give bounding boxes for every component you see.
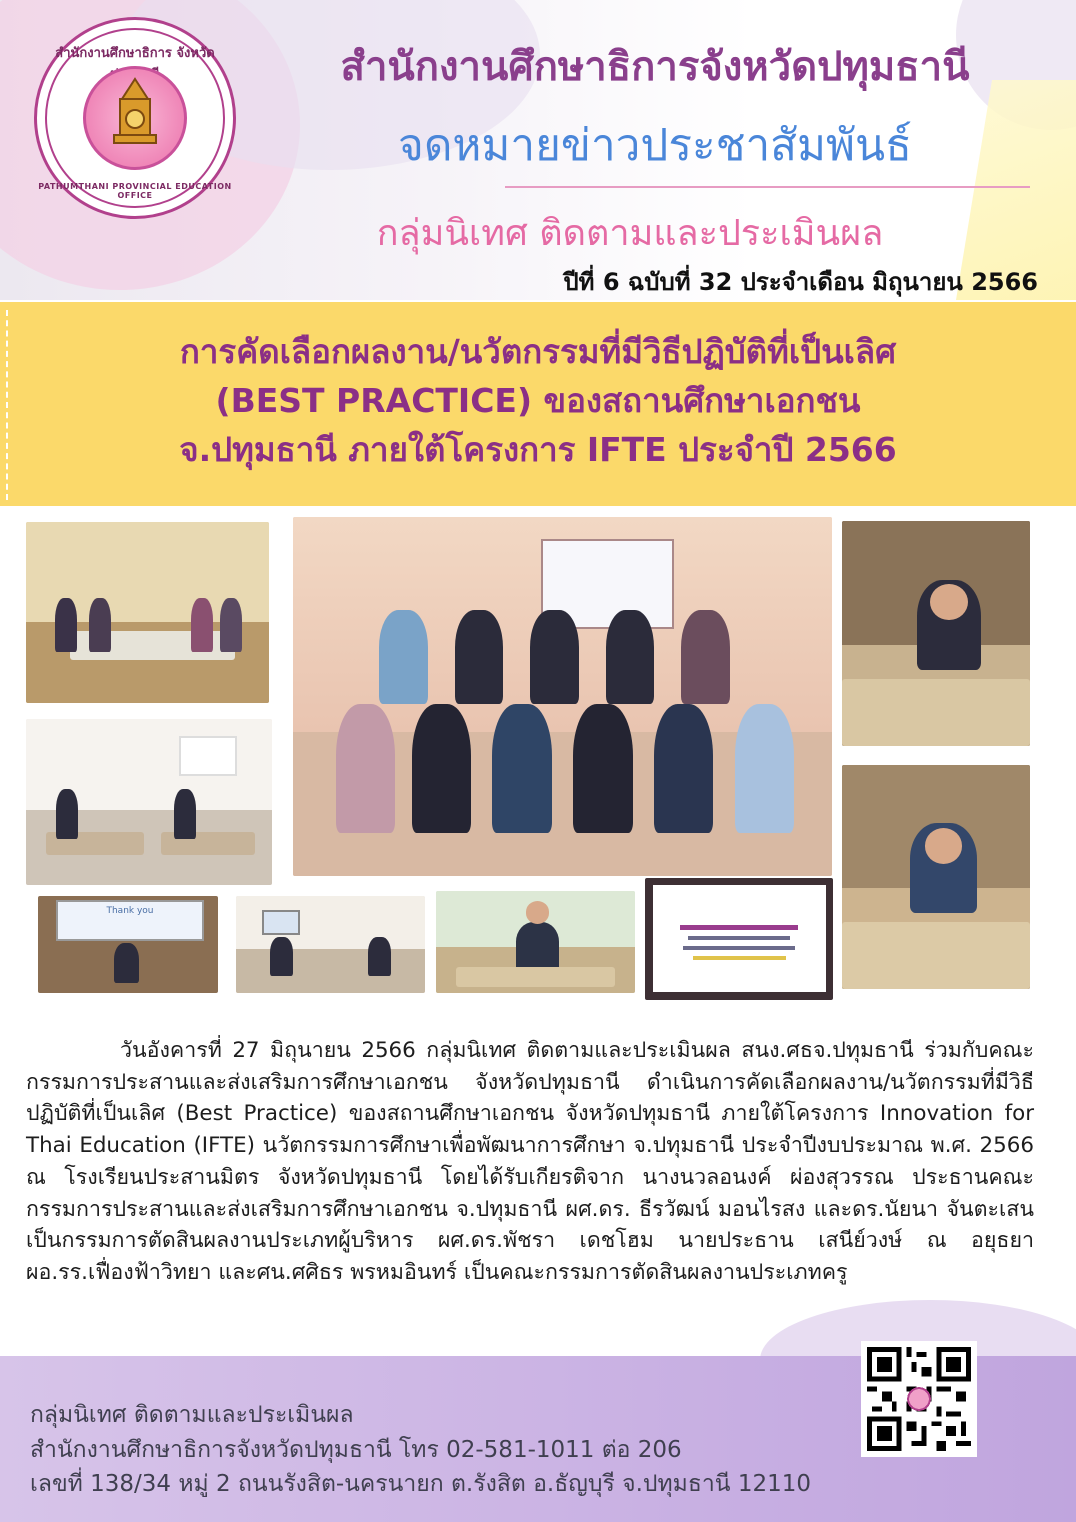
footer-group: กลุ่มนิเทศ ติดตามและประเมินผล (30, 1402, 354, 1428)
qr-code-icon (867, 1347, 971, 1451)
slide-text: Thank you (106, 905, 154, 916)
headline (20, 327, 1056, 474)
photo-meeting-room (26, 522, 269, 703)
logo-emblem (83, 66, 187, 170)
photo-presenter (842, 765, 1030, 989)
photo-group (293, 517, 832, 876)
footer-address: เลขที่ 138/34 หมู่ 2 ถนนรังสิต-นครนายก ต.รังสิต อ.ธัญบุรี จ.ปทุมธานี 12110 (30, 1471, 812, 1497)
office-logo (34, 17, 236, 219)
group-name: กลุ่มนิเทศ ติดตามและประเมินผล (376, 213, 884, 254)
article-paragraph: วันอังคารที่ 27 มิถุนายน 2566 กลุ่มนิเทศ ติดตามและประเมินผล สนง.ศธจ.ปทุมธานี ร่วมกับคณะกรรมการประสานและส่งเสริมการศึกษาเอกชน จังหวัดปทุมธานี ดำเนินการคัดเลือกผลงาน/นวัตกรรมที่มีวิธีปฏิบัติที่เป็นเลิศ (Best Practice) ของสถานศึกษาเอกชน จังหวัดปทุมธานี ภายใต้โครงการ Innovation for Thai Education (IFTE) นวัตกรรมการศึกษาเพื่อพัฒนาการศึกษา จ.ปทุมธานี ประจำปีงบประมาณ พ.ศ. 2566 ณ โรงเรียนประสานมิตร จังหวัดปทุมธานี โดยได้รับเกียรติจาก นางนวลอนงค์ ผ่องสุวรรณ ประธานคณะกรรมการประสานและส่งเสริมการศึกษาเอกชน จ.ปทุมธานี ผศ.ดร. ธีรวัฒน์ มอนไรสง และดร.นัยนา จันตะเสน เป็นกรรมการตัดสินผลงานประเภทผู้บริหาร ผศ.ดร.พัชรา เดชโฮม นายประธาน เสนีย์วงษ์ ณ อยุธยา ผอ.รร.เฟื่องฟ้าวิทยา และศน.ศศิธร พรหมอินทร์ เป็นคณะกรรมการตัดสินผลงานประเภทครู (26, 1038, 1034, 1285)
newsletter-title: จดหมายข่าวประชาสัมพันธ์ (398, 120, 912, 171)
footer-office-phone: สำนักงานศึกษาธิการจังหวัดปทุมธานี โทร 02-581-1011 ต่อ 206 (30, 1436, 682, 1463)
qr-code[interactable] (861, 1341, 977, 1457)
headline-line-3: จ.ปทุมธานี ภายใต้โครงการ IFTE ประจำปี 2566 (179, 430, 897, 469)
photo-judge-writing (436, 891, 635, 993)
article-body (26, 1035, 1034, 1289)
emblem-icon (86, 69, 184, 167)
title-divider (505, 186, 1030, 188)
photo-thank-you-slide (38, 896, 218, 993)
photo-office-desks (26, 719, 272, 885)
organization-title: สำนักงานศึกษาธิการจังหวัดปทุมธานี (340, 44, 970, 90)
issue-info: ปีที่ 6 ฉบับที่ 32 ประจำเดือน มิถุนายน 2566 (563, 268, 1038, 296)
photo-speaker-mic (842, 521, 1030, 746)
photo-project-slide (645, 878, 833, 1000)
logo-text-bottom: PATHUMTHANI PROVINCIAL EDUCATION OFFICE (38, 182, 232, 200)
banner-dashed-line (6, 310, 12, 500)
headline-line-2: (BEST PRACTICE) ของสถานศึกษาเอกชน (215, 381, 861, 420)
logo-text-top: สำนักงานศึกษาธิการ จังหวัด (55, 46, 215, 61)
photo-classroom-judging (236, 896, 425, 993)
headline-line-1: การคัดเลือกผลงาน/นวัตกรรมที่มีวิธีปฏิบัติที่เป็นเลิศ (179, 332, 897, 371)
footer-contact (30, 1398, 811, 1502)
